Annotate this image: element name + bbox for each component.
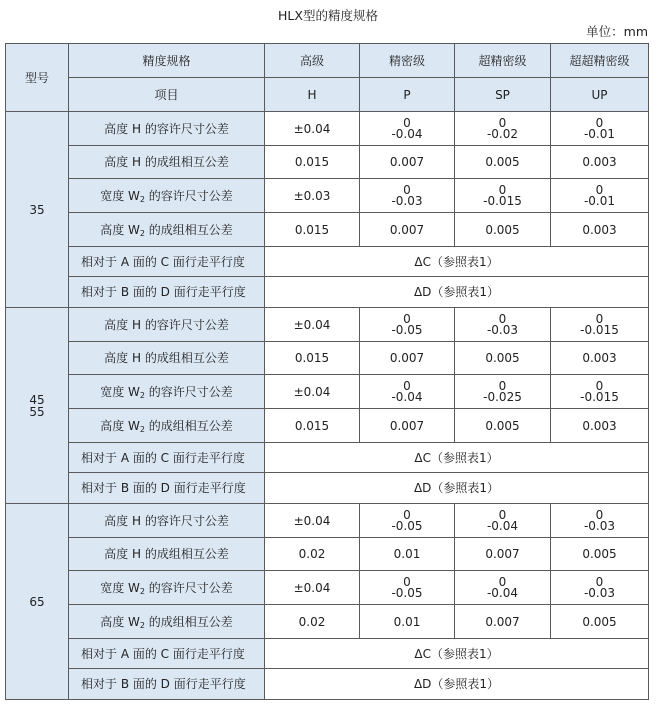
tol-upper: 0: [403, 182, 411, 197]
spec-row: [6, 213, 649, 247]
value-h: 0.015: [265, 146, 360, 179]
model-number: 45: [29, 392, 45, 407]
spec-row: [6, 571, 649, 605]
spec-row: [6, 112, 649, 146]
item-header: 项目: [69, 78, 265, 112]
model-cell: [6, 504, 69, 700]
value-sp: 0.005: [455, 342, 551, 375]
parallelism-value: ΔD（参照表1）: [265, 669, 649, 700]
tol-upper: 0: [595, 507, 604, 522]
value-p: 0.01: [360, 605, 455, 639]
value-h: ±0.04: [265, 571, 360, 605]
value-sp: 0.005: [455, 213, 551, 247]
model-number: 35: [29, 202, 45, 217]
item-label: [69, 213, 265, 247]
spec-row: [6, 605, 649, 639]
spec-row: [6, 375, 649, 409]
value-p: [360, 375, 455, 409]
item-text: 宽度 W: [100, 188, 140, 203]
value-h: ±0.04: [265, 308, 360, 342]
spec-row: [6, 342, 649, 375]
parallelism-label: 相对于 B 面的 D 面行走平行度: [69, 669, 265, 700]
value-h: 0.015: [265, 409, 360, 443]
parallelism-label: 相对于 A 面的 C 面行走平行度: [69, 443, 265, 473]
value-up: [551, 308, 649, 342]
tol-lower: -0.05: [391, 322, 423, 337]
model-number: 55: [29, 404, 45, 419]
precision-spec-table: [5, 43, 649, 700]
model-cell: [6, 308, 69, 504]
tol-upper: 0: [498, 311, 507, 326]
item-text: 的容许尺寸公差: [144, 580, 233, 595]
item-label: 高度 H 的容许尺寸公差: [69, 308, 265, 342]
tol-lower: -0.01: [583, 193, 616, 208]
parallelism-row: [6, 443, 649, 473]
value-sp: 0.005: [455, 146, 551, 179]
parallelism-value: ΔC（参照表1）: [265, 443, 649, 473]
value-up: [551, 179, 649, 213]
item-text: 宽度 W: [100, 384, 140, 399]
item-label: [69, 375, 265, 409]
value-h: 0.02: [265, 605, 360, 639]
tol-lower: -0.01: [583, 126, 616, 141]
tol-lower: -0.04: [391, 389, 423, 404]
value-up: 0.005: [551, 538, 649, 571]
parallelism-row: [6, 669, 649, 700]
tol-upper: 0: [595, 574, 604, 589]
item-label: [69, 605, 265, 639]
tol-upper: 0: [595, 182, 604, 197]
value-p: [360, 179, 455, 213]
value-h: ±0.04: [265, 112, 360, 146]
tol-upper: 0: [498, 507, 507, 522]
value-h: ±0.04: [265, 375, 360, 409]
item-label: [69, 571, 265, 605]
subscript: 2: [139, 586, 145, 596]
tol-upper: 0: [403, 115, 411, 130]
spec-row: [6, 538, 649, 571]
value-up: [551, 504, 649, 538]
tol-lower: -0.025: [483, 389, 522, 404]
spec-header: 精度规格: [69, 44, 265, 78]
grade-header-up: 超超精密级: [551, 44, 649, 78]
model-number: 65: [29, 594, 45, 609]
item-text: 宽度 W: [100, 580, 140, 595]
tol-lower: -0.02: [486, 126, 519, 141]
item-label: 高度 H 的容许尺寸公差: [69, 504, 265, 538]
subscript: 2: [139, 424, 145, 434]
subscript: 2: [139, 620, 145, 630]
tol-lower: -0.05: [391, 585, 423, 600]
value-h: 0.015: [265, 213, 360, 247]
value-up: 0.005: [551, 605, 649, 639]
tol-upper: 0: [595, 115, 604, 130]
tol-upper: 0: [595, 378, 604, 393]
tol-upper: 0: [403, 311, 411, 326]
parallelism-row: [6, 639, 649, 669]
tol-lower: -0.015: [483, 193, 522, 208]
spec-row: [6, 504, 649, 538]
parallelism-row: [6, 473, 649, 504]
parallelism-label: 相对于 B 面的 D 面行走平行度: [69, 277, 265, 308]
value-h: ±0.03: [265, 179, 360, 213]
value-sp: [455, 375, 551, 409]
value-p: 0.007: [360, 213, 455, 247]
tol-lower: -0.03: [583, 585, 616, 600]
tol-upper: 0: [498, 182, 507, 197]
value-up: [551, 571, 649, 605]
value-up: [551, 112, 649, 146]
item-label: [69, 409, 265, 443]
item-label: [69, 179, 265, 213]
code-header-h: H: [265, 78, 360, 112]
value-sp: [455, 504, 551, 538]
value-p: [360, 571, 455, 605]
value-p: 0.007: [360, 342, 455, 375]
parallelism-value: ΔC（参照表1）: [265, 247, 649, 277]
item-text: 高度 W: [100, 222, 140, 237]
value-up: 0.003: [551, 409, 649, 443]
model-header: 型号: [6, 44, 69, 112]
tol-upper: 0: [498, 378, 507, 393]
value-sp: [455, 112, 551, 146]
parallelism-value: ΔC（参照表1）: [265, 639, 649, 669]
subscript: 2: [139, 228, 145, 238]
spec-row: [6, 308, 649, 342]
item-label: 高度 H 的成组相互公差: [69, 146, 265, 179]
header-row-codes: [6, 78, 649, 112]
value-p: 0.007: [360, 409, 455, 443]
tol-lower: -0.04: [486, 585, 519, 600]
tol-lower: -0.015: [580, 322, 619, 337]
parallelism-label: 相对于 A 面的 C 面行走平行度: [69, 639, 265, 669]
item-label: 高度 H 的成组相互公差: [69, 538, 265, 571]
value-h: 0.02: [265, 538, 360, 571]
tol-upper: 0: [403, 574, 411, 589]
value-sp: 0.007: [455, 605, 551, 639]
value-h: ±0.04: [265, 504, 360, 538]
item-text: 高度 W: [100, 614, 140, 629]
item-label: 高度 H 的容许尺寸公差: [69, 112, 265, 146]
code-header-up: UP: [551, 78, 649, 112]
code-header-p: P: [360, 78, 455, 112]
tol-upper: 0: [403, 507, 411, 522]
tol-lower: -0.05: [391, 518, 423, 533]
spec-row: [6, 179, 649, 213]
tol-upper: 0: [498, 574, 507, 589]
value-p: 0.01: [360, 538, 455, 571]
item-text: 的容许尺寸公差: [144, 384, 233, 399]
parallelism-label: 相对于 B 面的 D 面行走平行度: [69, 473, 265, 504]
tol-lower: -0.03: [583, 518, 616, 533]
item-text: 的成组相互公差: [144, 614, 233, 629]
subscript: 2: [139, 194, 145, 204]
tol-upper: 0: [498, 115, 507, 130]
tol-lower: -0.015: [580, 389, 619, 404]
value-sp: [455, 571, 551, 605]
value-p: [360, 308, 455, 342]
value-up: [551, 375, 649, 409]
tol-upper: 0: [595, 311, 604, 326]
tol-lower: -0.03: [391, 193, 423, 208]
grade-header-p: 精密级: [360, 44, 455, 78]
grade-header-h: 高级: [265, 44, 360, 78]
parallelism-row: [6, 247, 649, 277]
grade-header-sp: 超精密级: [455, 44, 551, 78]
value-sp: [455, 308, 551, 342]
parallelism-label: 相对于 A 面的 C 面行走平行度: [69, 247, 265, 277]
item-text: 高度 W: [100, 418, 140, 433]
tol-lower: -0.04: [486, 518, 519, 533]
model-cell: [6, 112, 69, 308]
value-sp: 0.007: [455, 538, 551, 571]
value-p: [360, 112, 455, 146]
item-text: 的成组相互公差: [144, 418, 233, 433]
value-up: 0.003: [551, 146, 649, 179]
parallelism-value: ΔD（参照表1）: [265, 277, 649, 308]
value-sp: [455, 179, 551, 213]
tol-lower: -0.04: [391, 126, 423, 141]
item-text: 的成组相互公差: [144, 222, 233, 237]
code-header-sp: SP: [455, 78, 551, 112]
parallelism-value: ΔD（参照表1）: [265, 473, 649, 504]
value-sp: 0.005: [455, 409, 551, 443]
value-p: [360, 504, 455, 538]
unit-label: 单位：mm: [586, 24, 648, 39]
parallelism-row: [6, 277, 649, 308]
header-row-grades: [6, 44, 649, 78]
value-up: 0.003: [551, 342, 649, 375]
page-title: HLX型的精度规格: [278, 8, 378, 23]
tol-lower: -0.03: [486, 322, 519, 337]
item-text: 的容许尺寸公差: [144, 188, 233, 203]
item-label: 高度 H 的成组相互公差: [69, 342, 265, 375]
tol-upper: 0: [403, 378, 411, 393]
subscript: 2: [139, 390, 145, 400]
value-up: 0.003: [551, 213, 649, 247]
value-h: 0.015: [265, 342, 360, 375]
value-p: 0.007: [360, 146, 455, 179]
spec-row: [6, 409, 649, 443]
spec-row: [6, 146, 649, 179]
